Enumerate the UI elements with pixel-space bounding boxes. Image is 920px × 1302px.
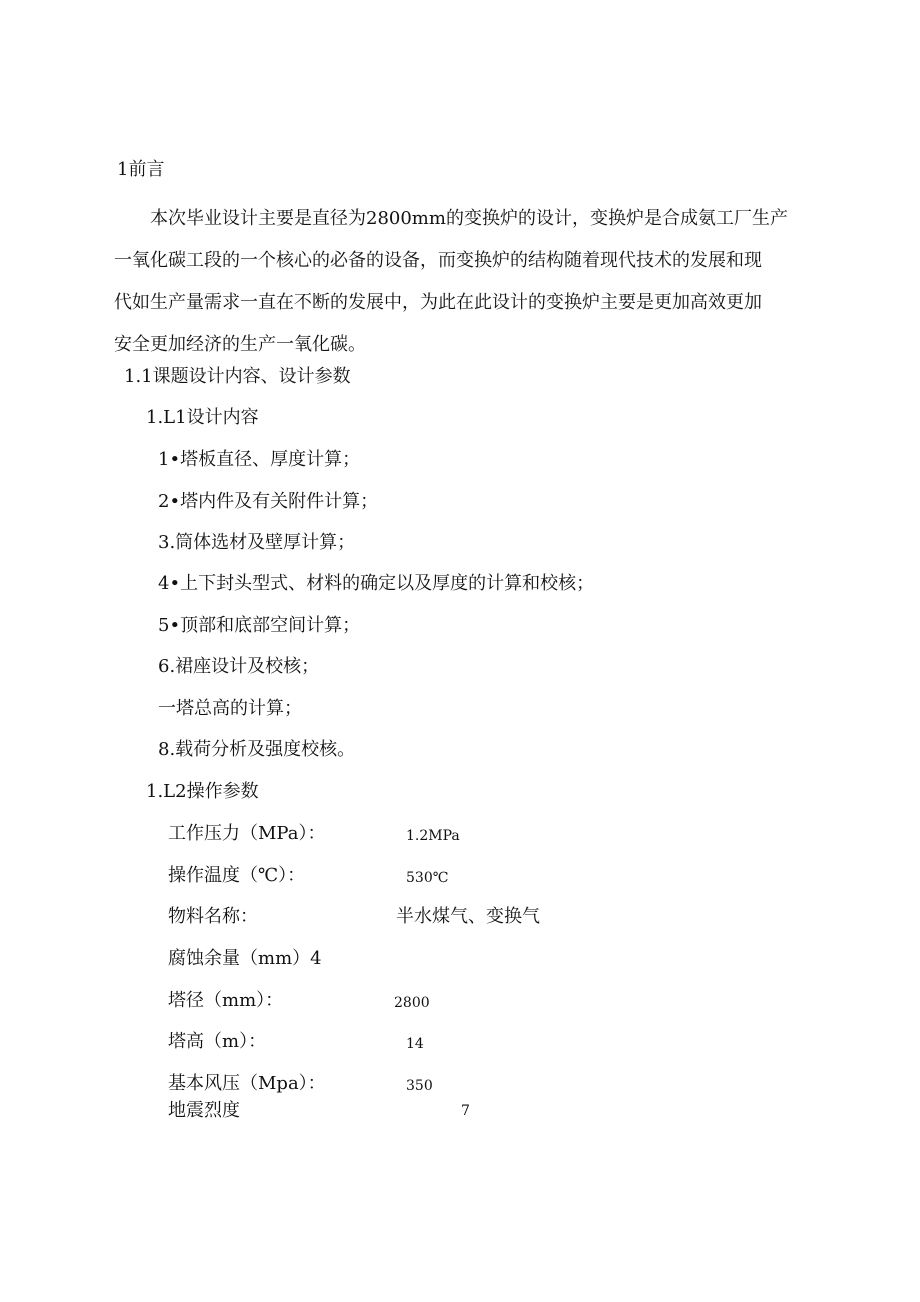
param-value: 350: [406, 1078, 433, 1094]
section-heading-topic: 1.1课题设计内容、设计参数: [124, 366, 351, 387]
subsection-heading-operating-params: 1.L2操作参数: [146, 781, 259, 802]
list-item: 1•塔板直径、厚度计算；: [158, 449, 361, 470]
param-value: 2800: [394, 995, 430, 1011]
paragraph-line: 安全更加经济的生产一氧化碳。: [114, 334, 366, 355]
param-label: 塔径（mm）：: [168, 990, 284, 1011]
paragraph-line: 一氧化碳工段的一个核心的必备的设备，而变换炉的结构随着现代技术的发展和现: [114, 250, 762, 271]
section-heading-preface: 1前言: [117, 159, 165, 180]
list-item: 6.裙座设计及校核；: [158, 656, 320, 677]
paragraph-line: 代如生产量需求一直在不断的发展中，为此在此设计的变换炉主要是更加高效更加: [114, 292, 762, 313]
param-label: 地震烈度: [168, 1100, 240, 1121]
param-label: 塔高（m）：: [168, 1031, 267, 1052]
param-label: 腐蚀余量（mm）4: [168, 948, 322, 969]
list-item: 3.筒体选材及壁厚计算；: [158, 532, 356, 553]
param-label: 工作压力（MPa）：: [168, 823, 326, 844]
list-item: 一塔总高的计算；: [158, 698, 302, 719]
param-value: 半水煤气、变换气: [396, 906, 540, 927]
list-item: 4•上下封头型式、材料的确定以及厚度的计算和校核；: [158, 573, 595, 594]
param-label: 基本风压（Mpa）：: [168, 1073, 326, 1094]
preface-paragraph: [114, 198, 840, 366]
list-item: 5•顶部和底部空间计算；: [158, 615, 361, 636]
subsection-heading-design-content: 1.L1设计内容: [146, 407, 259, 428]
param-label: 操作温度（℃）：: [168, 865, 306, 886]
param-value: 14: [406, 1036, 424, 1052]
param-value: 530℃: [406, 870, 449, 886]
list-item: 8.载荷分析及强度校核。: [158, 739, 356, 760]
param-value: 1.2MPa: [406, 828, 460, 844]
param-value: 7: [461, 1103, 470, 1119]
list-item: 2•塔内件及有关附件计算；: [158, 491, 379, 512]
paragraph-line: 本次毕业设计主要是直径为2800mm的变换炉的设计，变换炉是合成氨工厂生产: [150, 208, 788, 229]
param-label: 物料名称：: [168, 906, 258, 927]
